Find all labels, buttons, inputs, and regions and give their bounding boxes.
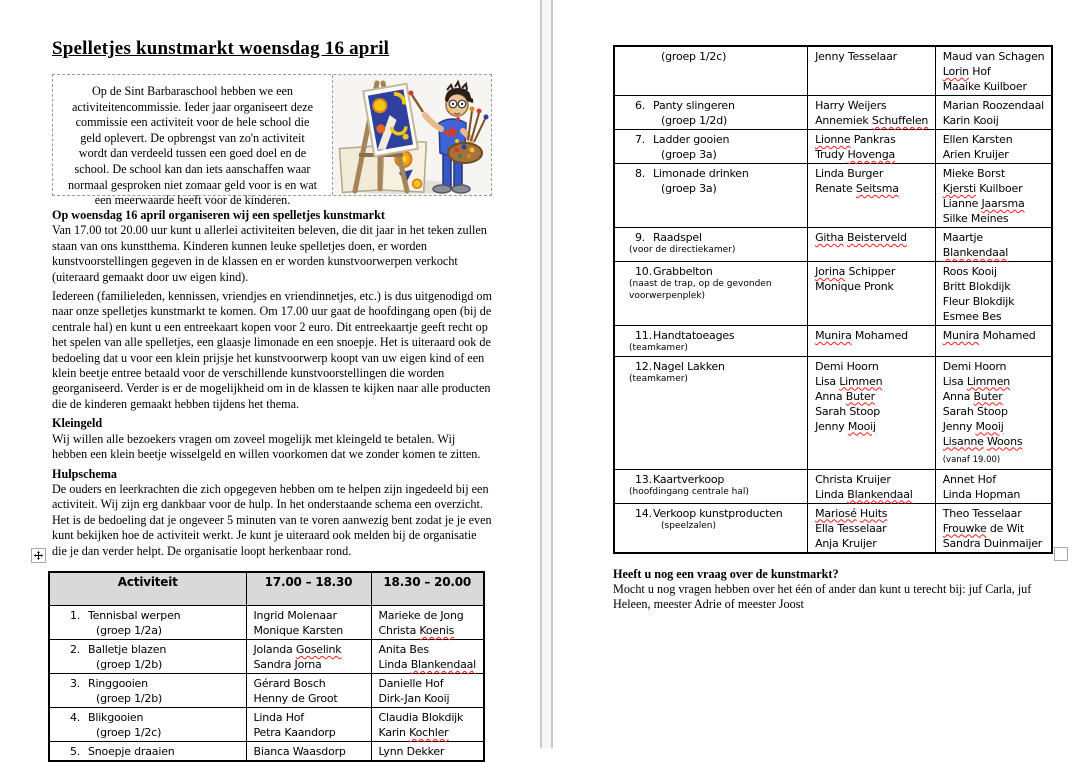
activity-number: 8. xyxy=(635,167,646,180)
schedule-row xyxy=(614,96,1052,130)
helper-name: Munira Mohamed xyxy=(942,329,1036,342)
misspelled-word: Jorina xyxy=(815,265,846,278)
helper-name: Danielle Hof xyxy=(378,676,444,690)
helper-name: Britt Blokdijk xyxy=(942,280,1011,293)
helper-name: Annemiek Schuffelen xyxy=(815,114,929,127)
activity-cell xyxy=(614,96,808,130)
misspelled-word: Frouwke xyxy=(942,521,987,535)
schedule-row xyxy=(614,164,1052,228)
shift1-cell xyxy=(246,707,371,741)
helper-name: Christa Koenis xyxy=(378,623,455,637)
misspelled-word: Munira xyxy=(815,329,852,342)
footer-heading: Heeft u nog een vraag over de kunstmarkt? xyxy=(613,566,839,581)
helper-name: Monique Karsten xyxy=(253,623,344,637)
schedule-row xyxy=(614,262,1052,326)
col-header-activiteit: Activiteit xyxy=(49,572,246,606)
shift2-cell xyxy=(935,326,1052,357)
misspelled-word: Buter xyxy=(973,389,1003,403)
helper-name xyxy=(815,506,932,521)
misspelled-word: Lionne xyxy=(815,133,851,146)
activity-number: 5. xyxy=(70,744,81,758)
misspelled-word: Limmen xyxy=(966,374,1011,388)
helper-name: Henny de Groot xyxy=(253,691,338,705)
activity-cell xyxy=(614,46,808,96)
section-hulpschema-body: De ouders en leerkrachten die zich opgegeven hebben om te helpen zijn ingedeeld bij een activiteit. Wij zijn erg dankbaar voor de hulp. In het onderstaande schema een overzicht. Het is de bedoeling dat je ongeveer 5 minuten van te voren aanwezig bent zodat je je even kunt bekijken hoe de activiteit werkt. Je kunt je uiteraard ook melden bij de organisatie die je dan verder helpt. De organisatie loopt herkenbaar rond. xyxy=(52,481,492,558)
misspelled-word: Limmen xyxy=(839,374,883,388)
helper-name: Demi Hoorn xyxy=(815,359,879,373)
activity-cell xyxy=(614,356,808,469)
shift2-cell xyxy=(935,130,1052,164)
footer-question-block xyxy=(613,567,1053,613)
activity-number: 9. xyxy=(635,231,646,244)
schedule-row xyxy=(49,707,484,741)
helper-name: Silke Meines xyxy=(942,212,1009,225)
shift1-cell xyxy=(246,741,371,761)
activity-cell xyxy=(49,741,246,761)
helper-name: Lynn Dekker xyxy=(378,744,445,758)
helper-name: Maartje Blankendaal xyxy=(942,231,1009,259)
misspelled-word: Jaarsma xyxy=(981,197,1025,210)
activity-location: (groep 3a) xyxy=(661,182,717,195)
helper-name: Mieke Borst xyxy=(942,167,1005,180)
activity-cell xyxy=(614,503,808,553)
schedule-row xyxy=(614,130,1052,164)
helper-name: Linda Blankendaal xyxy=(815,487,913,501)
section-event-body: Van 17.00 tot 20.00 uur kunt u allerlei activiteiten beleven, die dit jaar in het teken zullen staan van ons kunstthema. Kinderen kunnen leuke spelletjes doen, er worden kunstvoorstellingen gegeven in de klassen en er worden kunstvoorwerpen verkocht (uiteraard gemaakt door uw eigen kind). xyxy=(52,223,487,284)
helper-name: Marian Roozendaal xyxy=(942,99,1045,112)
helper-name: Linda Hof xyxy=(253,710,304,724)
shift2-cell xyxy=(935,262,1052,326)
helper-name: Claudia Blokdijk xyxy=(378,710,464,724)
activity-location: (groep 3a) xyxy=(661,148,717,161)
shift2-cell xyxy=(935,164,1052,228)
shift2-cell xyxy=(935,228,1052,262)
helper-name: Anja Kruijer xyxy=(815,536,877,550)
intro-paragraph: Op de Sint Barbaraschool hebben we een activiteitencommissie. Ieder jaar organiseert deze commissie een activiteit voor de hele school die geld oplevert. De opbrengst van zo'n activiteit wordt dan verdeeld tussen een goed doel en de school. De school kan dan iets aanschaffen waar normaal gesproken niet zomaar geld voor is en wat een meerwaarde heeft voor de kinderen. xyxy=(53,75,333,195)
activity-number: 13. xyxy=(635,472,652,486)
activity-cell xyxy=(49,639,246,673)
section-event-heading: Op woensdag 16 april organiseren wij een spelletjes kunstmarkt xyxy=(52,208,385,222)
table-resize-icon[interactable] xyxy=(1054,547,1068,561)
helper-name: Jolanda Goselink xyxy=(253,642,342,656)
helper-name: Christa Kruijer xyxy=(815,472,891,486)
schedule-table-page1-wrap xyxy=(48,571,492,762)
helper-name: Renate Seitsma xyxy=(815,182,899,195)
activity-name: Ladder gooien xyxy=(653,133,730,146)
helper-name: Petra Kaandorp xyxy=(253,725,336,739)
helper-name: Maud van Schagen xyxy=(942,50,1045,63)
activity-location: (naast de trap, op de gevonden voorwerpenplek) xyxy=(629,279,772,301)
helper-name: Kjersti Kuilboer xyxy=(942,182,1023,195)
activity-name: Kaartverkoop xyxy=(653,472,725,486)
misspelled-word: Munira xyxy=(942,329,980,342)
activity-cell xyxy=(614,326,808,357)
section-kleingeld xyxy=(52,416,492,462)
page-2 xyxy=(553,0,1077,748)
schedule-row xyxy=(614,503,1052,553)
activity-location: (hoofdingang centrale hal) xyxy=(629,486,749,497)
misspelled-word: Seitsma xyxy=(855,182,899,195)
misspelled-word: Buter xyxy=(845,389,875,403)
schedule-table-page1 xyxy=(48,571,485,762)
activity-cell xyxy=(49,707,246,741)
section-hulpschema-heading: Hulpschema xyxy=(52,466,118,481)
activity-location: (groep 1/2a) xyxy=(96,623,162,637)
helper-name: Theo Tesselaar xyxy=(942,506,1022,520)
shift1-cell xyxy=(808,164,936,228)
schedule-row xyxy=(49,741,484,761)
activity-number: 14. xyxy=(635,506,652,520)
shift2-cell xyxy=(935,469,1052,503)
activity-cell xyxy=(614,262,808,326)
helper-name: Fleur Blokdijk xyxy=(942,295,1015,308)
activity-location: (groep 1/2c) xyxy=(96,725,162,739)
helper-name: Jenny Tesselaar xyxy=(815,50,897,63)
helper-name: Esmee Bes xyxy=(942,310,1002,323)
shift1-cell xyxy=(246,639,371,673)
helper-name: Jenny Mooij xyxy=(815,419,876,433)
activity-name: Nagel Lakken xyxy=(653,359,725,373)
shift1-cell xyxy=(246,673,371,707)
misspelled-word: Blankendaal xyxy=(410,657,477,671)
misspelled-word: Mariosé xyxy=(815,506,857,520)
schedule-row xyxy=(614,46,1052,96)
helper-name: Demi Hoorn xyxy=(942,359,1007,373)
misspelled-word: Schuffelen xyxy=(871,114,929,127)
activity-number: 7. xyxy=(635,133,646,146)
helper-name: Roos Kooij xyxy=(942,265,997,278)
activity-name: Ringgooien xyxy=(88,676,148,690)
shift1-cell xyxy=(808,356,936,469)
helper-name: Dirk-Jan Kooij xyxy=(378,691,450,705)
helper-name: Anna Buter xyxy=(942,389,1003,403)
activity-location: (voor de directiekamer) xyxy=(629,245,736,255)
schedule-row xyxy=(614,356,1052,469)
activity-name: Verkoop kunstproducten xyxy=(653,506,783,520)
helper-name: Frouwke de Wit xyxy=(942,521,1024,535)
helper-name: Annet Hof xyxy=(942,472,996,486)
activity-cell xyxy=(614,228,808,262)
misspelled-word: Blankendaal xyxy=(942,246,1009,259)
section-invite-body: Iedereen (familieleden, kennissen, vriendjes en vriendinnetjes, etc.) is dus uitgenodigd om naar onze spelletjes kunstmarkt te komen. Om 17.00 uur gaat de hoofdingang open (bij de centrale hal) en kunt u een entreekaart kopen voor 2 euro. Dit entreekaartje geeft recht op het spelen van alle spelletjes, een glaasje limonade en een snoepje. Het is uiteraard ook de bedoeling dat u voor een klein prijsje het kunstvoorwerp koopt van uw eigen kind of een klein beetje entree betaald voor de verschillende kunstvoorstellingen die worden georganiseerd. Verder is er de mogelijkheid om in de klassen te kijken naar alle producten die de kinderen gemaakt hebben tijdens het thema. xyxy=(52,289,492,411)
activity-number: 12. xyxy=(635,359,652,373)
helper-name: Maaike Kuilboer xyxy=(942,80,1027,93)
helper-name: Munira Mohamed xyxy=(815,329,908,342)
helper-name: Lisa Limmen xyxy=(942,374,1011,388)
activity-name: Limonade drinken xyxy=(653,167,749,180)
helper-name: Karin Kochler xyxy=(378,725,449,739)
painter-illustration xyxy=(333,75,491,195)
activity-number: 1. xyxy=(70,608,81,622)
section-kleingeld-body: Wij willen alle bezoekers vragen om zoveel mogelijk met kleingeld te betalen. Wij hebben een klein beetje wisselgeld en willen voorkomen dat we zonder komen te zitten. xyxy=(52,431,481,462)
helper-name: Arien Kruijer xyxy=(942,148,1009,161)
activity-cell xyxy=(49,605,246,639)
shift2-cell xyxy=(371,605,484,639)
helper-name: Ella Tesselaar xyxy=(815,521,887,535)
activity-name: Panty slingeren xyxy=(653,99,735,112)
shift1-cell xyxy=(808,46,936,96)
activity-number: 3. xyxy=(70,676,81,690)
activity-location: (groep 1/2d) xyxy=(661,114,728,127)
helper-name: Ingrid Molenaar xyxy=(253,608,337,622)
shift1-cell xyxy=(246,605,371,639)
activity-cell xyxy=(614,164,808,228)
time-note: (vanaf 19.00) xyxy=(942,454,1001,465)
page-gap-divider xyxy=(540,0,553,748)
col-header-shift2: 18.30 – 20.00 xyxy=(371,572,484,606)
shift1-cell xyxy=(808,262,936,326)
misspelled-word: Huits xyxy=(860,506,888,520)
schedule-row xyxy=(49,605,484,639)
table-move-icon[interactable] xyxy=(31,548,46,563)
shift2-cell xyxy=(935,356,1052,469)
shift2-cell xyxy=(935,503,1052,553)
shift1-cell xyxy=(808,326,936,357)
helper-name: Lianne Jaarsma xyxy=(942,197,1025,210)
activity-number: 11. xyxy=(635,329,652,342)
schedule-row xyxy=(49,673,484,707)
helper-name: Sarah Stoop xyxy=(815,404,881,418)
activity-location: (teamkamer) xyxy=(629,373,688,384)
helper-name: Anna Buter xyxy=(815,389,875,403)
shift1-cell xyxy=(808,469,936,503)
helper-name: Karin Kooij xyxy=(942,114,999,127)
misspelled-word: Hovenga xyxy=(847,148,896,161)
activity-location: (teamkamer) xyxy=(629,343,688,353)
shift2-cell xyxy=(371,741,484,761)
helper-name: Jenny Mooij xyxy=(942,419,1004,433)
shift2-cell xyxy=(371,673,484,707)
shift2-cell xyxy=(371,639,484,673)
activity-name: Snoepje draaien xyxy=(88,744,175,758)
helper-name: Harry Weijers xyxy=(815,99,887,112)
schedule-row xyxy=(614,228,1052,262)
helper-name: Gérard Bosch xyxy=(253,676,326,690)
misspelled-word: Lisanne xyxy=(942,434,984,448)
helper-name: Anita Bes xyxy=(378,642,429,656)
shift2-cell xyxy=(935,96,1052,130)
activity-cell xyxy=(49,673,246,707)
activity-name: Raadspel xyxy=(653,231,702,244)
helper-name: Sarah Stoop xyxy=(942,404,1008,418)
helper-name: Bianca Waasdorp xyxy=(253,744,346,758)
helper-name xyxy=(815,230,932,245)
misspelled-word: Kjersti xyxy=(942,182,976,195)
misspelled-word: Woons xyxy=(987,434,1023,448)
misspelled-word: Goselink xyxy=(295,642,342,656)
activity-name: Grabbelton xyxy=(653,265,713,278)
activity-name: Tennisbal werpen xyxy=(88,608,181,622)
activity-location: (groep 1/2b) xyxy=(96,691,163,705)
section-hulpschema xyxy=(52,467,492,559)
footer-body: Mocht u nog vragen hebben over het één of ander dan kunt u terecht bij: juf Carla, juf Heleen, meester Adrie of meester Joost xyxy=(613,581,1032,612)
helper-name: Trudy Hovenga xyxy=(815,148,896,161)
helper-name: Sandra Duinmaijer xyxy=(942,536,1043,550)
section-event xyxy=(52,208,492,285)
intro-text-box xyxy=(52,74,492,208)
activity-name: Handtatoeages xyxy=(653,329,735,342)
schedule-row xyxy=(49,639,484,673)
misspelled-word: Mooij xyxy=(847,419,876,433)
activity-location: (groep 1/2c) xyxy=(661,50,727,63)
misspelled-word: Beisterveld xyxy=(846,231,907,244)
misspelled-word: Mooij xyxy=(975,419,1004,433)
col-header-shift1: 17.00 – 18.30 xyxy=(246,572,371,606)
activity-location: (groep 1/2b) xyxy=(96,657,163,671)
shift2-cell xyxy=(935,46,1052,96)
schedule-table-page2 xyxy=(613,45,1053,554)
helper-name: Monique Pronk xyxy=(815,280,894,293)
shift1-cell xyxy=(808,96,936,130)
activity-number: 4. xyxy=(70,710,81,724)
shift1-cell xyxy=(808,503,936,553)
helper-name xyxy=(943,434,1048,468)
misspelled-word: Kochler xyxy=(409,725,449,739)
activity-cell xyxy=(614,469,808,503)
schedule-table-page2-wrap xyxy=(613,45,1053,554)
misspelled-word: Githa xyxy=(815,231,844,244)
activity-number: 6. xyxy=(635,99,646,112)
schedule-row xyxy=(614,469,1052,503)
page-title: Spelletjes kunstmarkt woensdag 16 april xyxy=(52,38,390,59)
activity-number: 10. xyxy=(635,265,652,278)
helper-name: Linda Hopman xyxy=(942,487,1021,501)
helper-name: Jorina Schipper xyxy=(815,265,896,278)
page-1 xyxy=(0,0,540,758)
misspelled-word: Lorin xyxy=(942,65,969,78)
activity-name: Balletje blazen xyxy=(88,642,167,656)
helper-name: Linda Burger xyxy=(815,167,884,180)
helper-name: Linda Blankendaal xyxy=(378,657,477,671)
shift1-cell xyxy=(808,130,936,164)
shift2-cell xyxy=(371,707,484,741)
helper-name: Lorin Hof xyxy=(942,65,991,78)
misspelled-word: Blankendaal xyxy=(847,487,913,501)
helper-name: Lionne Pankras xyxy=(815,133,896,146)
activity-location: (speelzalen) xyxy=(661,520,716,531)
activity-cell xyxy=(614,130,808,164)
activity-number: 2. xyxy=(70,642,81,656)
section-kleingeld-heading: Kleingeld xyxy=(52,416,103,431)
shift1-cell xyxy=(808,228,936,262)
helper-name: Lisa Limmen xyxy=(815,374,883,388)
helper-name: Sandra Jorna xyxy=(253,657,322,671)
schedule-row xyxy=(614,326,1052,357)
misspelled-word: Koenis xyxy=(419,623,455,637)
helper-name: Ellen Karsten xyxy=(942,133,1013,146)
schedule-header-row xyxy=(49,572,484,606)
activity-name: Blikgooien xyxy=(88,710,144,724)
helper-name: Marieke de Jong xyxy=(378,608,464,622)
